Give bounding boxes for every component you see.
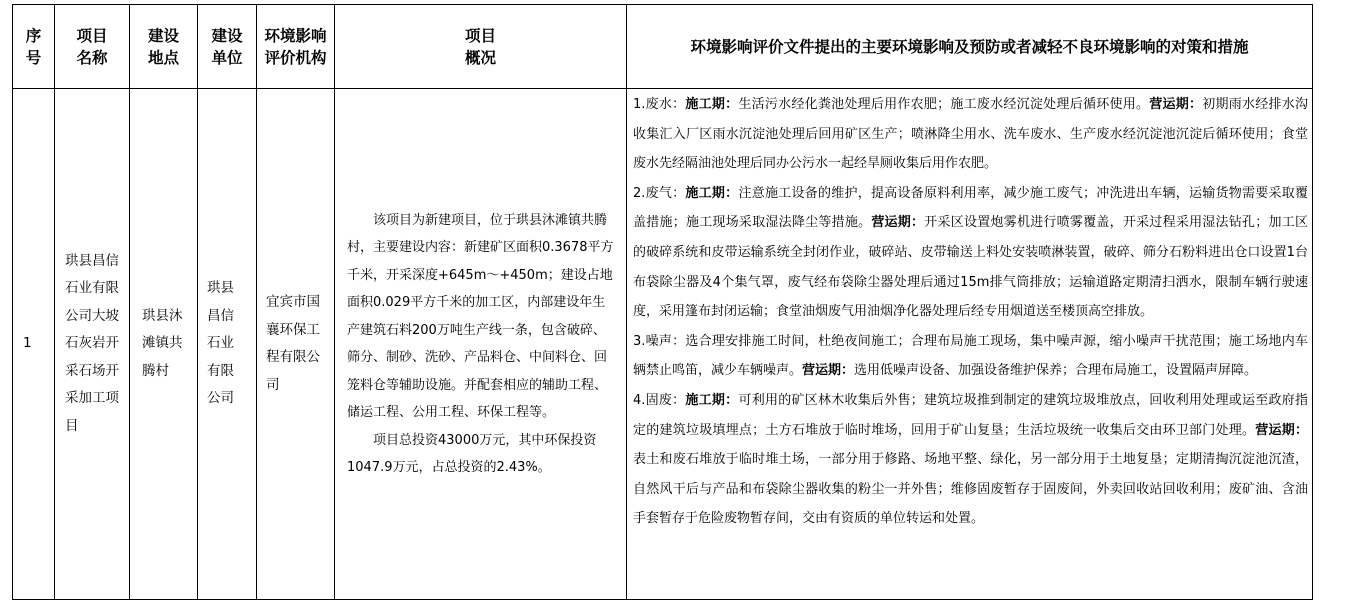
header-unit: 建设单位 xyxy=(198,5,257,89)
measure-gas: 2.废气：施工期：注意施工设备的维护，提高设备原料利用率，减少施工废气；冲洗进出车辆，运输货物需要采取覆盖措施；施工现场采取湿法降尘等措施。营运期：开采区设置炮雾机进行喷雾覆盖，开采过程采用湿法钻孔；加工区的破碎系统和皮带运输系统全封闭作业，破碎站、皮带输送上料处安装喷淋装置，破碎、筛分石粉料进出仓口设置1台布袋除尘器及4个集气罩，废气经布袋除尘器处理后通过15m排气筒排放；运输道路定期清扫洒水，限制车辆行驶速度，采用篷布封闭运输；食堂油烟废气用油烟净化器处理后经专用烟道送至楼顶高空排放。 xyxy=(633,185,1308,320)
overview-investment: 项目总投资43000万元，其中环保投资1047.9万元，占总投资的2.43%。 xyxy=(347,432,597,475)
header-location: 建设地点 xyxy=(130,5,198,89)
row-project-name: 珙县昌信石业有限公司大坡石灰岩开采石场开采加工项目 xyxy=(55,89,130,600)
measure-solid: 4.固废：施工期：可利用的矿区林木收集后外售；建筑垃圾推到制定的建筑垃圾堆放点，回收利用处理或运至政府指定的建筑垃圾填埋点；土方石堆放于临时堆场，回用于矿山复垦；生活垃圾统一收集后交由环卫部门处理。营运期：表土和废石堆放于临时堆土场，一部分用于修路、场地平整、绿化，另一部分用于土地复垦；定期清掏沉淀池沉渣，自然风干后与产品和布袋除尘器收集的粉尘一并外售；维修固废暂存于固废间，外卖回收站回收利用；废矿油、含油手套暂存于危险废物暂存间，交由有资质的单位转运和处置。 xyxy=(633,392,1308,527)
header-no: 序号 xyxy=(13,5,55,89)
eia-table xyxy=(12,4,1313,600)
row-agency: 宜宾市国襄环保工程有限公司 xyxy=(257,89,335,600)
row-no: 1 xyxy=(13,89,55,600)
measure-water: 1.废水：施工期：生活污水经化粪池处理后用作农肥；施工废水经沉淀处理后循环使用。营运期：初期雨水经排水沟收集汇入厂区雨水沉淀池处理后回用矿区生产；喷淋降尘用水、洗车废水、生产废水经沉淀池沉淀后循环使用；食堂废水先经隔油池处理后同办公污水一起经旱厕收集后用作农肥。 xyxy=(633,97,1308,172)
measure-noise: 3.噪声：选合理安排施工时间，杜绝夜间施工；合理布局施工现场，集中噪声源，缩小噪声干扰范围；施工场地内车辆禁止鸣笛，减少车辆噪声。营运期：选用低噪声设备、加强设备维护保养；合理布局施工，设置隔声屏障。 xyxy=(633,333,1308,379)
row-measures xyxy=(627,89,1313,600)
row-overview xyxy=(335,89,627,600)
header-measures: 环境影响评价文件提出的主要环境影响及预防或者减轻不良环境影响的对策和措施 xyxy=(627,5,1313,89)
header-agency: 环境影响评价机构 xyxy=(257,5,335,89)
header-overview: 项目概况 xyxy=(335,5,627,89)
overview-paragraph: 该项目为新建项目，位于珙县沐滩镇共腾村，主要建设内容：新建矿区面积0.3678平方千米，开采深度+645m～+450m；建设占地面积0.029平方千米的加工区，内部建设年生产建筑石料200万吨生产线一条，包含破碎、筛分、制砂、洗砂、产品料仓、中间料仓、回笼料仓等辅助设施。并配套相应的辅助工程、储运工程、公用工程、环保工程等。 xyxy=(347,212,614,420)
table-row xyxy=(13,89,1313,600)
header-row xyxy=(13,5,1313,89)
row-location: 珙县沐滩镇共腾村 xyxy=(130,89,198,600)
header-project-name: 项目名称 xyxy=(55,5,130,89)
row-unit: 珙县昌信石业有限公司 xyxy=(198,89,257,600)
